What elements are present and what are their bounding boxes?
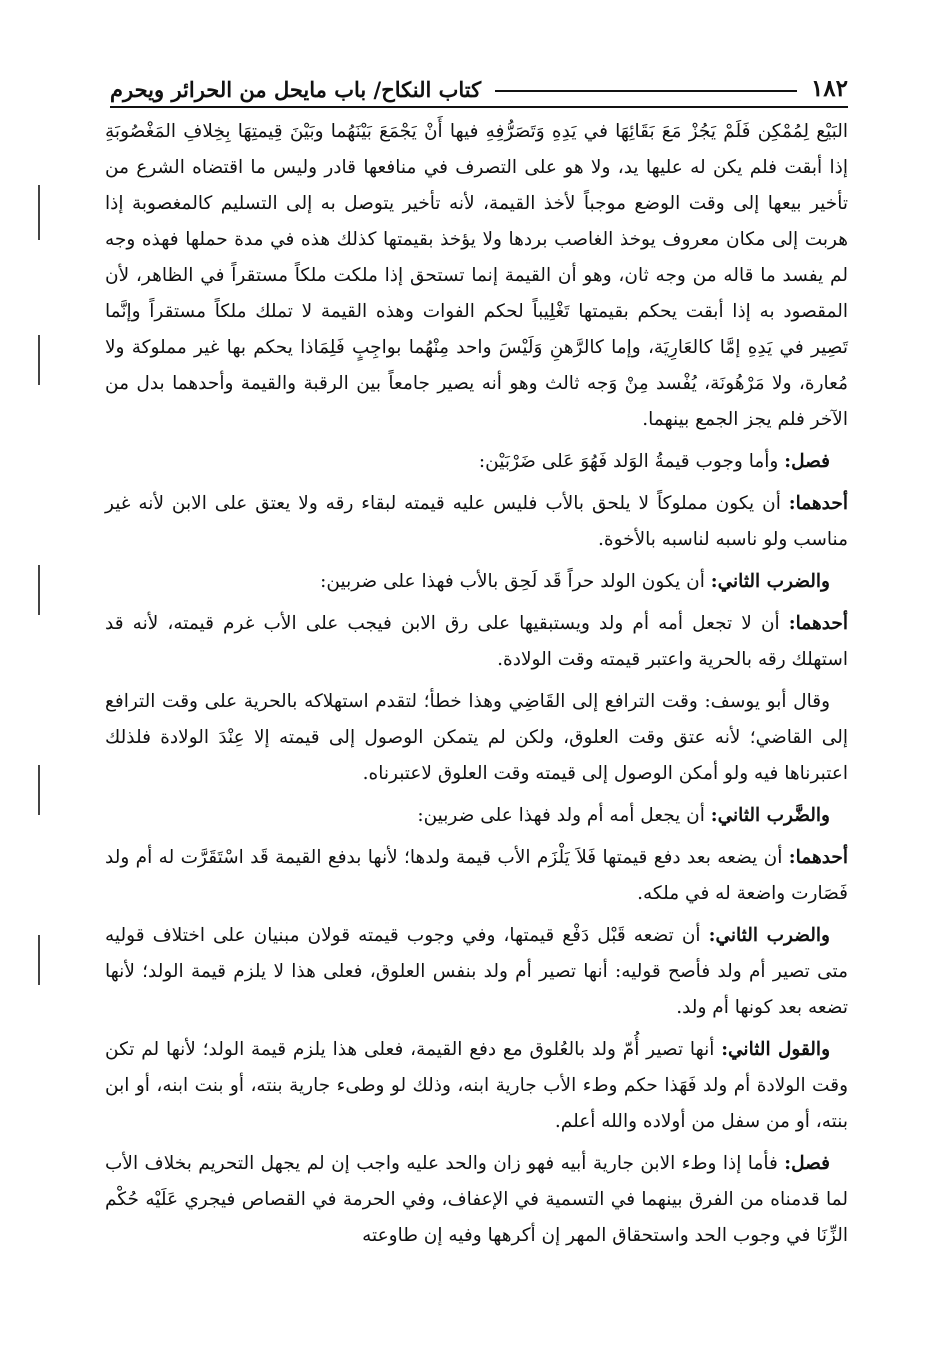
body-text [105, 114, 848, 1330]
paragraph [105, 684, 848, 792]
paragraph [105, 606, 848, 678]
paragraph-label: فصل: [784, 451, 830, 472]
paragraph-text: أن يضعه بعد دفع قيمتها فَلاَ يَلْزَم الأب قيمة ولدها؛ لأنها بدفع القيمة قَد اسْتَقَرَّت له أم ولد فَصَارت واضعة له في ملكه. [105, 847, 848, 904]
paragraph-text: وقال أبو يوسف: وقت الترافع إلى القَاضِي وهذا خطأ؛ لتقدم استهلاكه بالحرية على وقت الترافع إلى القاضي؛ لأنه عتق وقت العلوق، ولكن لم يتمكن الوصول إلى قيمته إلا عِنْدَ الولادة فلذلك اعتبرناها فيه ولو أمكن الوصول إلى قيمته وقت العلوق لاعتبرناه. [105, 691, 848, 784]
margin-mark [38, 185, 40, 240]
chapter-title: كتاب النكاح/ باب مايحل من الحرائر ويحرم [110, 77, 482, 102]
paragraph-text: وأما وجوب قيمةُ الوَلد فَهُوَ عَلى ضَرْبَيْن: [478, 451, 779, 472]
paragraph-label: فصل: [784, 1153, 831, 1174]
paragraph-text: فأما إذا وطء الابن جارية أبيه فهو زان والحد عليه واجب إن لم يجهل التحريم بخلاف الأب لما قدمناه من الفرق بينهما في التسمية في الإعفاف، وفي الحرمة في القصاص فيجري عَلَيْه حُكْم الزِّنَا في وجوب الحد واستحقاق المهر إن أكرهها وفيه إن طاوعته [105, 1153, 848, 1246]
page-number: ١٨٢ [810, 75, 848, 102]
paragraph-text: أن تضعه قَبْل دَفْع قيمتها، وفي وجوب قيمته قولان مبنيان على اختلاف قوليه متى تصير أم ولد فأصح قوليه: أنها تصير أم ولد بنفس العلوق، فعلى هذا لا يلزم قيمة الولد؛ لأنها تضعه بعد كونها أم ولد. [105, 925, 848, 1018]
paragraph [105, 1146, 848, 1254]
paragraph-label: والقول الثاني: [721, 1039, 831, 1060]
paragraph [105, 486, 848, 558]
paragraph-label: أحدهما: [788, 847, 848, 868]
paragraph [105, 114, 848, 438]
paragraph-text: أن يجعل أمه أم ولد فهذا على ضربين: [417, 805, 705, 826]
paragraph-label: والضرب الثاني: [710, 571, 830, 592]
paragraph-label: والضَّرب الثاني: [710, 805, 830, 826]
paragraph-label: والضرب الثاني: [708, 925, 830, 946]
paragraph-label: أحدهما: [788, 493, 848, 514]
margin-mark [38, 565, 40, 615]
paragraph [105, 840, 848, 912]
paragraph-text: أنها تصير أُمّ ولد بالعُلوق مع دفع القيمة، فعلى هذا يلزم قيمة الولد؛ لأنها لم تكن وقت الولادة أم ولد فَهَذا حكم وطء الأب جارية ابنه، وذلك لو وطىء جارية بنته، أو بنت ابنه، أو ابن بنته، أو من سفل من أولاده والله أعلم. [105, 1039, 848, 1132]
paragraph [105, 564, 848, 600]
paragraph [105, 1032, 848, 1140]
margin-mark [38, 765, 40, 815]
page-header [110, 62, 848, 108]
margin-mark [38, 335, 40, 385]
paragraph-text: البَيْع لِمُمْكِن فَلَمْ يَجُزْ مَعَ بَقَائِهَا في يَدِهِ وَتَصَرُّفِهِ فيها أَنْ يَجْمَعَ بَيْنَهُما وبَيْنَ قِيمتِهَا بِخِلافِ المَغْصُوبَةِ إذا أبقت فلم يكن له عليها يد، ولا هو على التصرف في منافعها قادر وليس ما اقتضاه الشرع من تأخير بيعها إلى وقت الوضع موجباً لأخذ القيمة، لأنه تأخير يتوصل به إلى التسليم كالمغصوبة إذا هربت إلى مكان معروف يوخذ الغاصب بردها ولا يؤخذ بقيمتها كذلك هذه في مدة حملها فهذه وجه لم يفسد ما قاله من وجه ثان، وهو أن القيمة إنما تستحق إذا ملكت ملكاً مستقراً في الظاهر، لأن المقصود به إذا أبقت يحكم بقيمتها تَغْلِيباً لحكم الفوات وهذه القيمة لا تملك ملكاً مستقراً وإنَّما تَصِير في يَدِهِ إمَّا كالعَارِيَة، وإما كالرَّهنِ وَلَيْسَ واحد مِنْهُما بواجِبٍ فَلِمَاذا يحكم بها غير مملوكة ولا مُعارة، ولا مَرْهُونَة، يُفْسد مِنْ وَجه ثالث وهو أنه يصير جامعاً بين الرقبة والقيمة وأحدهما بدل من الآخر فلم يجز الجمع بينهما. [105, 121, 849, 430]
margin-mark [38, 935, 40, 985]
header-rule [495, 90, 797, 92]
paragraph [105, 918, 848, 1026]
paragraph-text: أن يكون مملوكاً لا يلحق بالأب فليس عليه قيمته لبقاء رقه ولا يعتق على الابن لأنه غير مناسب ولو ناسبه لناسبه بالأخوة. [105, 493, 848, 550]
paragraph-text: أن يكون الولد حراً قَد لَحِق بالأب فهذا على ضربين: [320, 571, 705, 592]
paragraph [105, 444, 848, 480]
paragraph-label: أحدهما: [788, 613, 848, 634]
paragraph [105, 798, 848, 834]
paragraph-text: أن لا تجعل أمه أم ولد ويستبقيها على رق الابن فيجب على الأب غرم قيمته، لأنه قد استهلك رقه بالحرية واعتبر قيمته وقت الولادة. [105, 613, 848, 670]
